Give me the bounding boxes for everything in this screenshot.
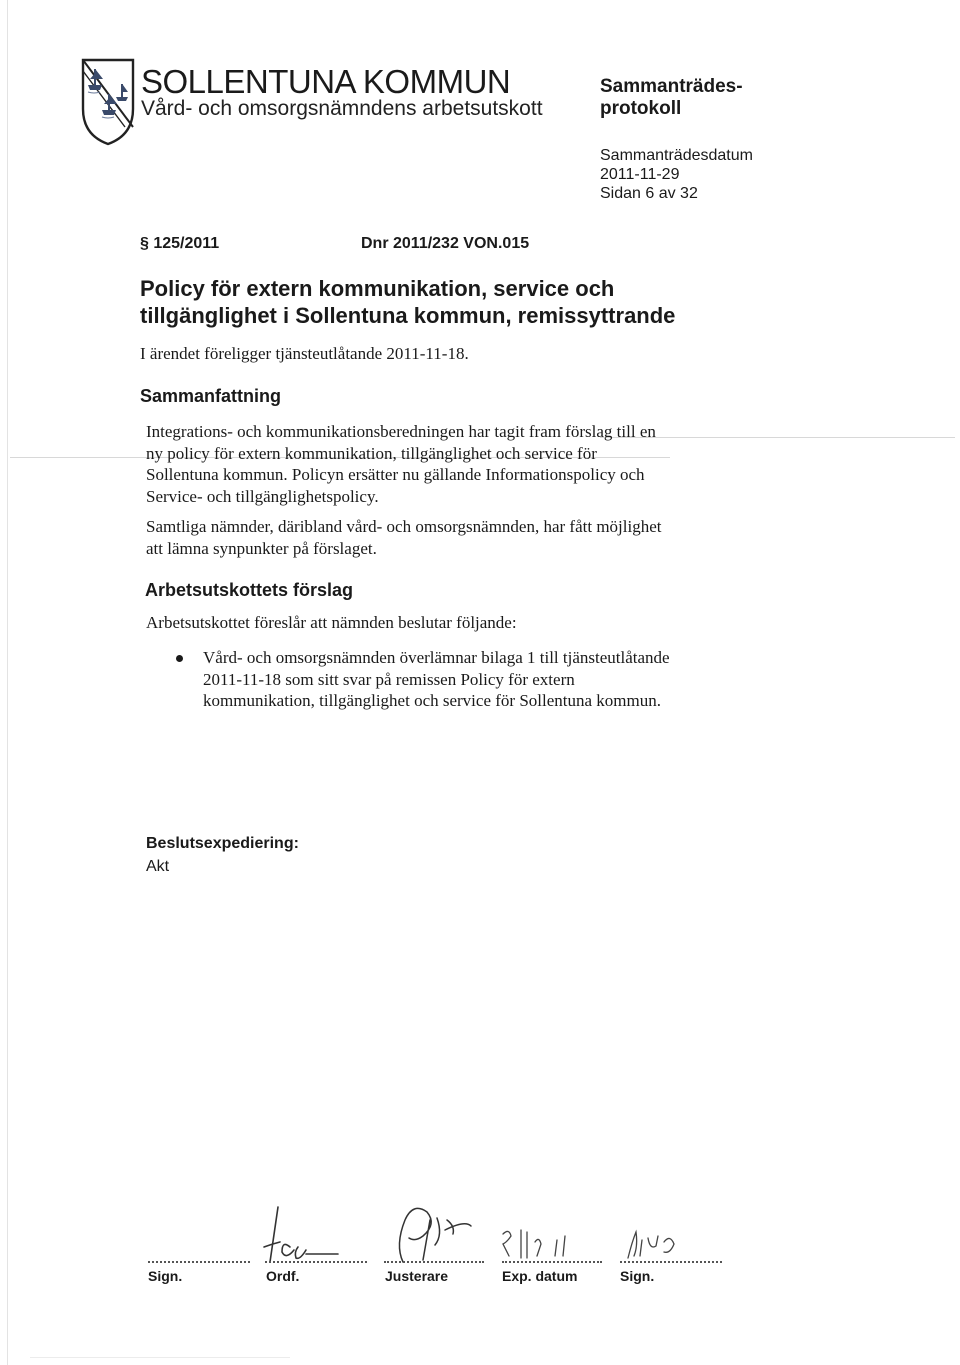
page-info: Sidan 6 av 32 [600,185,698,202]
text-line: Vård- och omsorgsnämnden överlämnar bilaga 1 till tjänsteutlåtande [203,648,670,667]
text-line: Sollentuna kommun. Policyn ersätter nu gällande Informationspolicy och [146,465,645,484]
signature-justerare [375,1190,495,1270]
dispatch-label: Beslutsexpediering: [146,835,299,852]
signature-sign [620,1222,710,1266]
handwritten-exp-date [495,1222,605,1266]
signature-label-ordf: Ordf. [266,1268,300,1284]
text-line: 2011-11-18 som sitt svar på remissen Policy för extern [203,669,575,689]
summary-heading: Sammanfattning [140,386,282,406]
page-title-line-1: Policy för extern kommunikation, service och [140,276,615,301]
summary-paragraph-1 [146,421,656,507]
scan-edge-line [7,0,8,1365]
signature-label-sign-2: Sign. [620,1268,655,1284]
text-line: Service- och tillgänglighetspolicy. [146,486,379,506]
signature-line-ordf [265,1261,367,1263]
signature-line-sign-1 [148,1261,250,1263]
signature-ordf [250,1192,370,1272]
text-line: ny policy för extern kommunikation, tillgänglighet och service för [146,443,597,463]
dispatch-value: Akt [146,858,170,875]
signature-label-sign: Sign. [148,1268,183,1284]
text-line: Integrations- och kommunikationsberedningen har tagit fram förslag till en [146,422,656,441]
document-type [600,76,743,120]
signature-line-exp-datum [502,1261,602,1263]
summary-paragraph-2 [146,516,662,559]
text-line: kommunikation, tillgänglighet och service för Sollentuna kommun. [203,691,661,710]
text-line: att lämna synpunkter på förslaget. [146,538,377,558]
proposal-heading: Arbetsutskottets förslag [145,580,354,600]
signature-line-justerare [384,1261,484,1263]
page-title [140,275,820,329]
page-title-line-2: tillgänglighet i Sollentuna kommun, remissyttrande [140,303,676,328]
signature-line-sign-2 [620,1261,722,1263]
organization-name: SOLLENTUNA KOMMUN [141,63,511,100]
meeting-date-value: 2011-11-29 [600,166,680,183]
proposal-bullet [203,647,670,712]
document-type-line-1: Sammanträdes- [600,76,743,97]
intro-text: I ärendet föreligger tjänsteutlåtande 2011-11-18. [140,344,469,363]
proposal-lead: Arbetsutskottet föreslår att nämnden beslutar följande: [146,613,517,632]
signature-label-justerare: Justerare [385,1268,449,1284]
organization-subtitle: Vård- och omsorgsnämndens arbetsutskott [141,97,543,120]
meeting-date-label: Sammanträdesdatum [600,147,753,164]
signature-label-exp-datum: Exp. datum [502,1268,578,1284]
document-type-line-2: protokoll [600,98,682,119]
meeting-meta [600,146,753,203]
bullet-icon [176,655,183,662]
text-line: Samtliga nämnder, däribland vård- och omsorgsnämnden, har fått möjlighet [146,517,662,536]
scan-bottom-line [30,1357,290,1358]
case-number: Dnr 2011/232 VON.015 [361,235,530,252]
paragraph-number: § 125/2011 [140,235,220,252]
municipal-crest-icon [80,57,136,147]
